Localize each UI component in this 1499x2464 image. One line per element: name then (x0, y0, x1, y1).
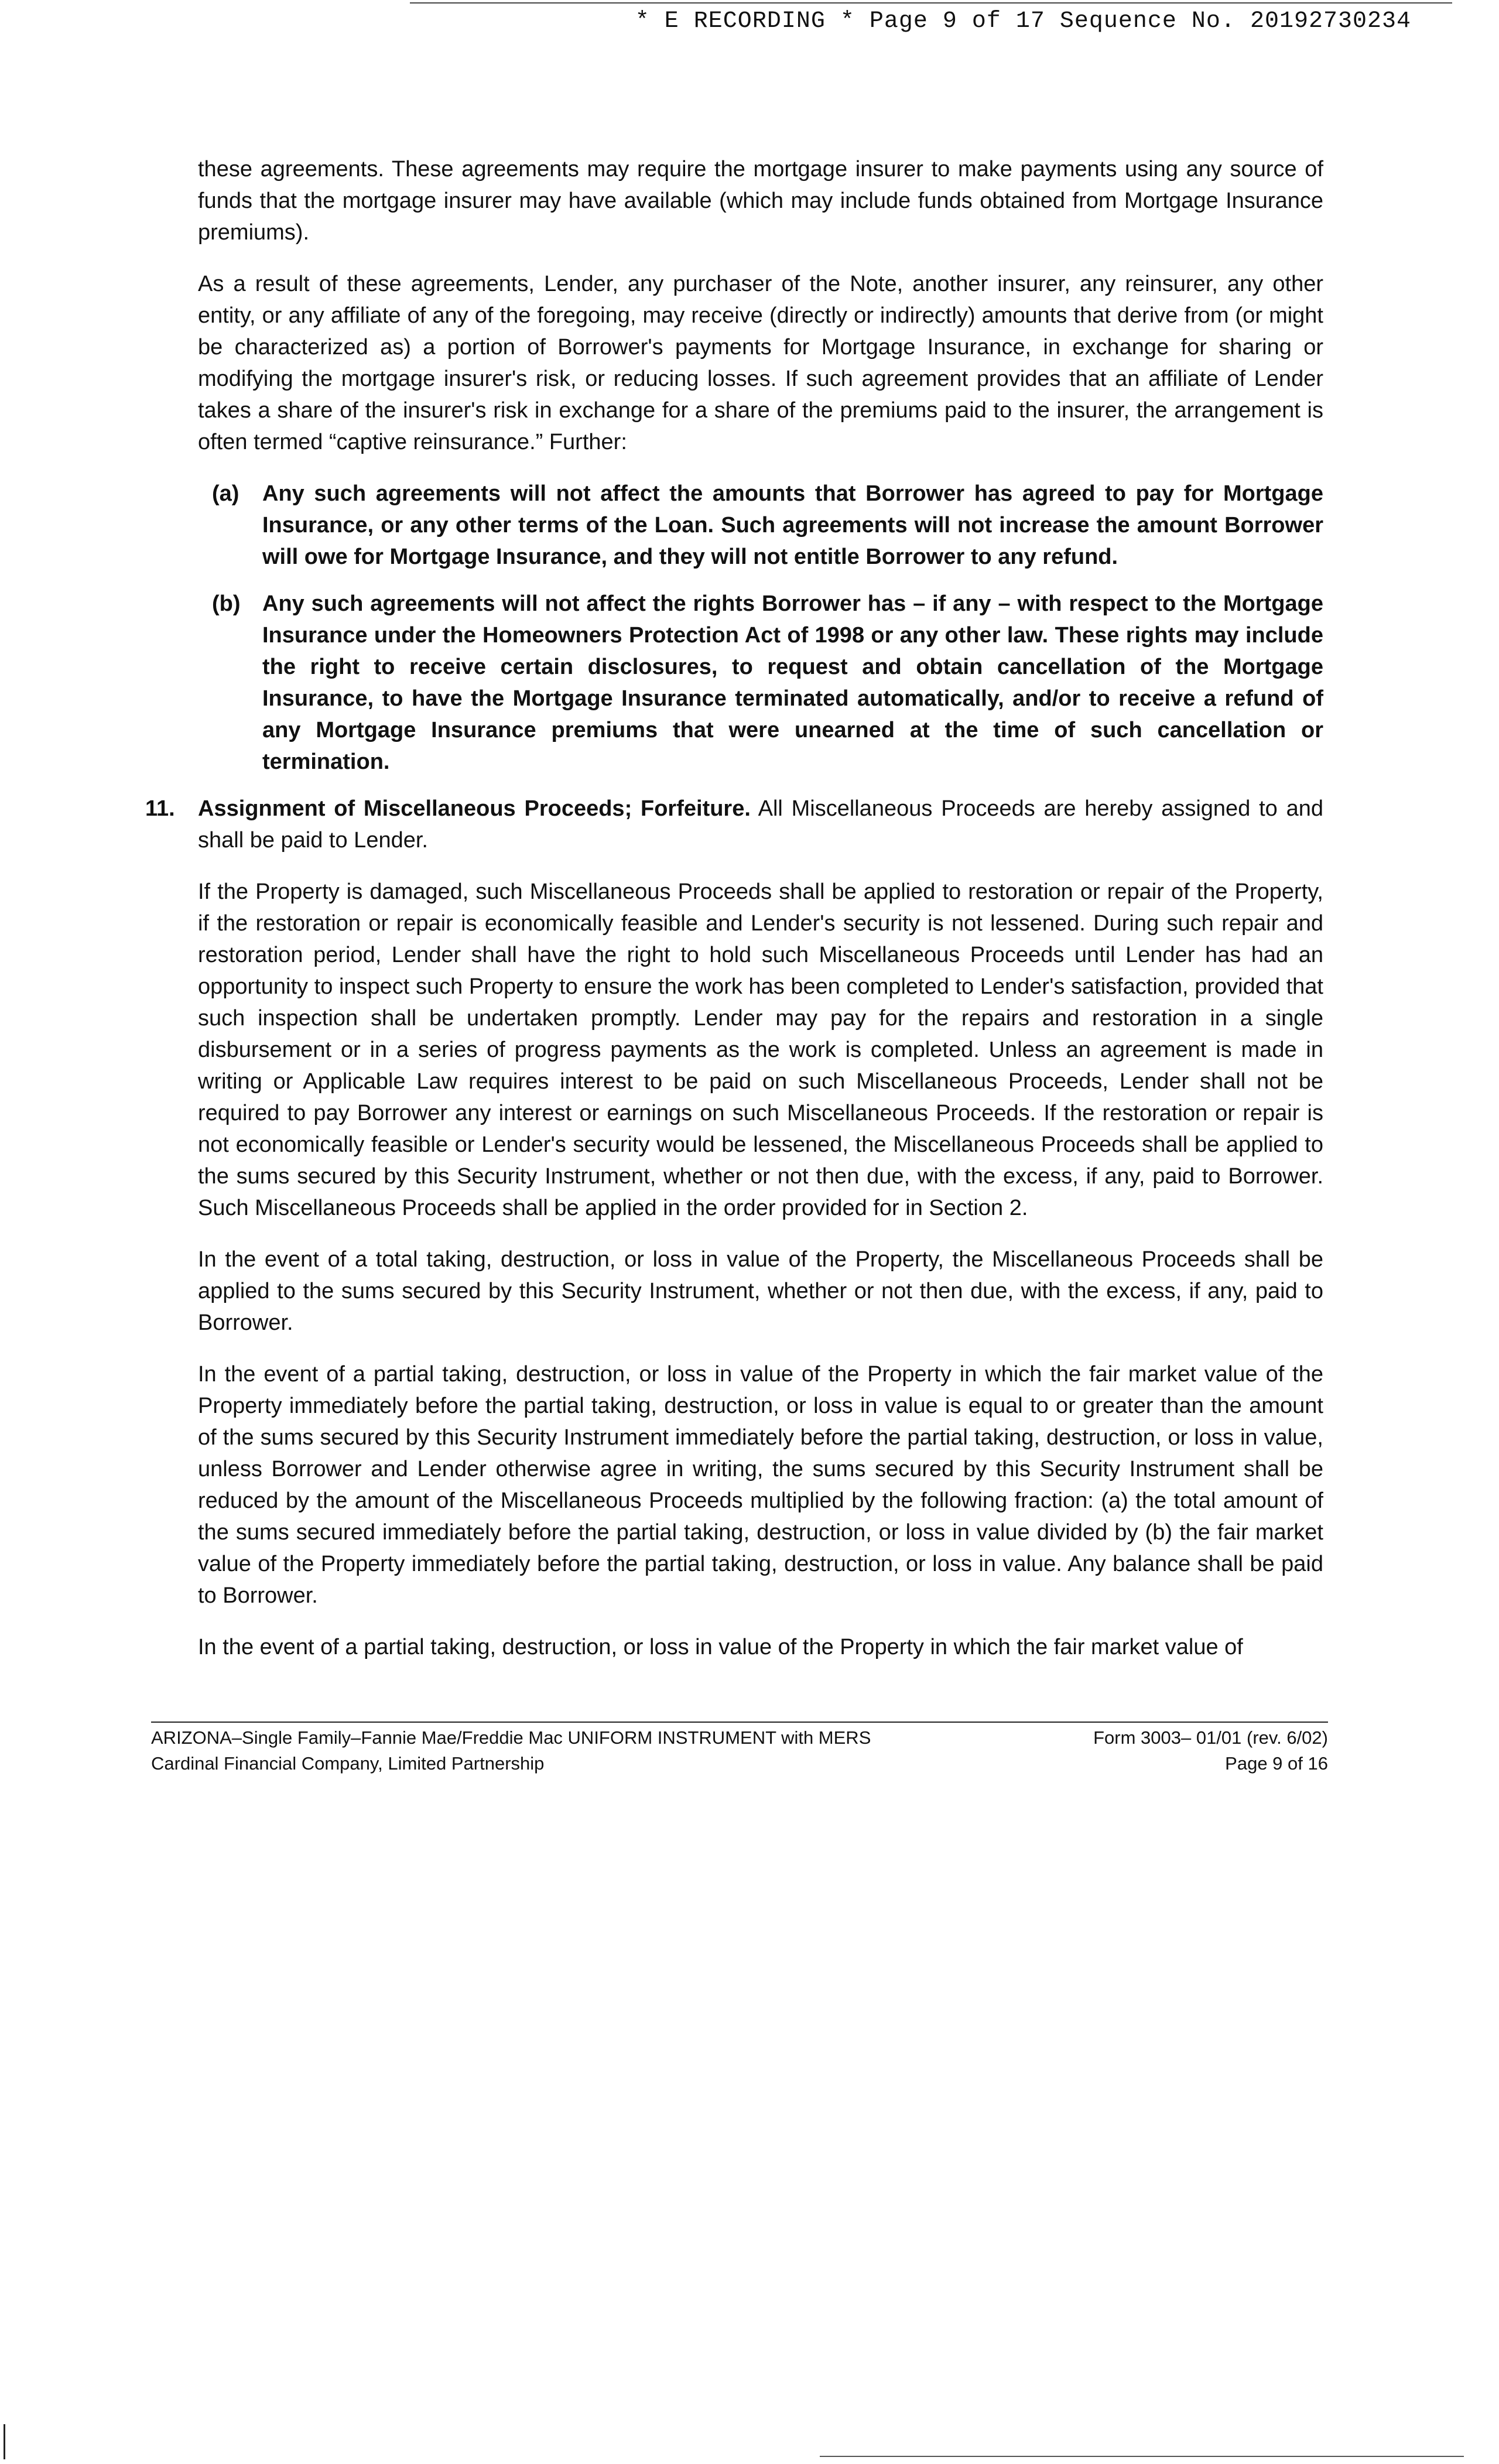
footer-form-title: ARIZONA–Single Family–Fannie Mae/Freddie Mac UNIFORM INSTRUMENT with MERS (151, 1727, 871, 1748)
section-11-text: All Miscellaneous Proceeds are hereby assigned to and shall be paid to Lender. (198, 796, 1323, 853)
list-item-a-text: Any such agreements will not affect the amounts that Borrower has agreed to pay for Mortgage Insurance, or any other terms of the Loan. Such agreements will not increase the amount Borrower will owe for Mortgage Insurance, and they will not entitle Borrower to any refund. (262, 481, 1323, 569)
margin-mark (4, 2424, 5, 2459)
page-footer (151, 1722, 1328, 1774)
section-11 (145, 793, 1323, 856)
paragraph-6: In the event of a partial taking, destruction, or loss in value of the Property in which the fair market value of (198, 1635, 1243, 1659)
section-11-number: 11. (145, 796, 175, 821)
document-body (0, 153, 1499, 1683)
list-item-a (212, 478, 1323, 573)
footer-right (1093, 1725, 1328, 1777)
bottom-rule (820, 2456, 1464, 2457)
section-11-title: Assignment of Miscellaneous Proceeds; Forfeiture. (198, 796, 751, 821)
paragraph-3: If the Property is damaged, such Miscellaneous Proceeds shall be applied to restoration or repair of the Property, if the restoration or repair is economically feasible and Lender's security is not lessened. During such repair and restoration period, Lender shall have the right to hold such Miscellaneous Proceeds until Lender has had an opportunity to inspect such Property to ensure the work has been completed to Lender's satisfaction, provided that such inspection shall be undertaken promptly. Lender may pay for the repairs and restoration in a single disbursement or in a series of progress payments as the work is completed. Unless an agreement is made in writing or Applicable Law requires interest to be paid on such Miscellaneous Proceeds, Lender shall not be required to pay Borrower any interest or earnings on such Miscellaneous Proceeds. If the restoration or repair is not economically feasible or Lender's security would be lessened, the Miscellaneous Proceeds shall be applied to the sums secured by this Security Instrument, whether or not then due, with the excess, if any, paid to Borrower. Such Miscellaneous Proceeds shall be applied in the order provided for in Section 2. (198, 879, 1323, 1220)
footer-lender-name: Cardinal Financial Company, Limited Partnership (151, 1753, 545, 1774)
footer-page-number: Page 9 of 16 (1225, 1753, 1328, 1774)
paragraph-5: In the event of a partial taking, destruction, or loss in value of the Property in which the fair market value of the Property immediately before the partial taking, destruction, or loss in value is equal to or greater than the amount of the sums secured by this Security Instrument immediately before the partial taking, destruction, or loss in value, unless Borrower and Lender otherwise agree in writing, the sums secured by this Security Instrument shall be reduced by the amount of the Miscellaneous Proceeds multiplied by the following fraction: (a) the total amount of the sums secured immediately before the partial taking, destruction, or loss in value divided by (b) the fair market value of the Property immediately before the partial taking, destruction, or loss in value. Any balance shall be paid to Borrower. (198, 1362, 1323, 1608)
list-item-b-text: Any such agreements will not affect the rights Borrower has – if any – with respect to the Mortgage Insurance under the Homeowners Protection Act of 1998 or any other law. These rights may include the right to receive certain disclosures, to request and obtain cancellation of the Mortgage Insurance, to have the Mortgage Insurance terminated automatically, and/or to receive a refund of any Mortgage Insurance premiums that were unearned at the time of such cancellation or termination. (262, 591, 1323, 774)
list-marker-b: (b) (212, 591, 241, 616)
list-marker-a: (a) (212, 481, 239, 506)
footer-left (151, 1725, 871, 1777)
paragraph-4: In the event of a total taking, destruction, or loss in value of the Property, the Miscellaneous Proceeds shall be applied to the sums secured by this Security Instrument, whether or not then due, with the excess, if any, paid to Borrower. (198, 1247, 1323, 1335)
list-item-b (212, 588, 1323, 778)
recording-header: * E RECORDING * Page 9 of 17 Sequence No. 20192730234 (635, 8, 1411, 35)
top-rule (410, 2, 1452, 4)
paragraph-1: these agreements. These agreements may require the mortgage insurer to make payments using any source of funds that the mortgage insurer may have available (which may include funds obtained from Mortgage Insurance premiums). (198, 157, 1323, 245)
paragraph-2: As a result of these agreements, Lender, any purchaser of the Note, another insurer, any reinsurer, any other entity, or any affiliate of any of the foregoing, may receive (directly or indirectly) amounts that derive from (or might be characterized as) a portion of Borrower's payments for Mortgage Insurance, in exchange for sharing or modifying the mortgage insurer's risk, or reducing losses. If such agreement provides that an affiliate of Lender takes a share of the insurer's risk in exchange for a share of the premiums paid to the insurer, the arrangement is often termed “captive reinsurance.” Further: (198, 272, 1323, 454)
footer-form-number: Form 3003– 01/01 (rev. 6/02) (1093, 1727, 1328, 1748)
